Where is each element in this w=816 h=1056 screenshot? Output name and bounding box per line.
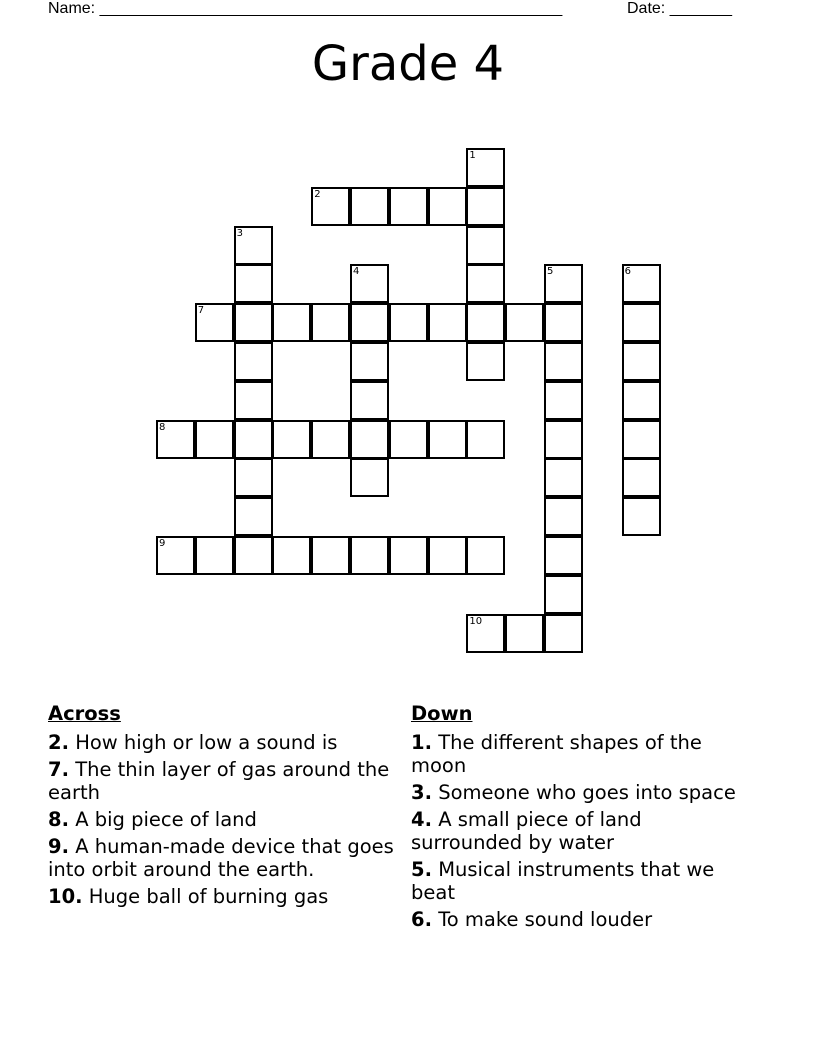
grid-cell[interactable] [234,303,273,342]
down-clues [411,702,756,935]
grid-cell[interactable] [234,420,273,459]
grid-cell[interactable] [466,536,505,575]
clue-text: How high or low a sound is [75,731,338,754]
clue-number-label: 2. [48,731,69,754]
grid-cell[interactable] [428,536,467,575]
grid-cell[interactable] [272,303,311,342]
across-clues [48,702,403,912]
grid-cell[interactable] [622,264,661,303]
grid-cell[interactable] [622,303,661,342]
clue-number-label: 9. [48,835,69,858]
grid-cell[interactable] [622,420,661,459]
grid-cell[interactable] [350,342,389,381]
clue-number-label: 8. [48,808,69,831]
grid-cell[interactable] [272,420,311,459]
grid-cell[interactable] [234,226,273,265]
grid-cell[interactable] [389,303,428,342]
grid-cell[interactable] [350,187,389,226]
grid-cell[interactable] [466,187,505,226]
grid-cell[interactable] [389,420,428,459]
down-heading: Down [411,702,473,725]
across-clue [48,758,403,804]
down-clue [411,808,756,854]
down-clue [411,731,756,777]
grid-cell[interactable] [466,420,505,459]
grid-cell[interactable] [234,264,273,303]
name-field[interactable]: Name: ____________________________________________________ [48,0,563,17]
clue-text: Huge ball of burning gas [88,885,329,908]
grid-cell[interactable] [234,536,273,575]
clue-number-label: 7. [48,758,69,781]
grid-cell[interactable] [544,458,583,497]
clue-number-label: 5. [411,858,432,881]
grid-cell[interactable] [466,264,505,303]
grid-cell[interactable] [195,420,234,459]
grid-cell[interactable] [156,420,195,459]
grid-cell[interactable] [544,614,583,653]
grid-cell[interactable] [234,458,273,497]
clue-text: A small piece of land surrounded by water [411,808,642,854]
clue-text: The thin layer of gas around the earth [48,758,390,804]
page-title: Grade 4 [311,36,505,92]
grid-cell[interactable] [466,614,505,653]
grid-cell[interactable] [622,381,661,420]
clue-number-label: 3. [411,781,432,804]
clue-number: 1 [469,150,476,161]
down-clue [411,908,756,931]
grid-cell[interactable] [466,148,505,187]
clue-number: 7 [197,305,205,317]
grid-cell[interactable] [350,381,389,420]
clue-number-label: 6. [411,908,432,931]
grid-cell[interactable] [350,303,389,342]
clue-number: 4 [353,266,360,278]
grid-cell[interactable] [544,303,583,342]
clue-number-label: 4. [411,808,432,831]
grid-cell[interactable] [311,420,350,459]
grid-cell[interactable] [544,536,583,575]
across-clue [48,885,403,908]
down-clue [411,781,756,804]
grid-cell[interactable] [272,536,311,575]
grid-cell[interactable] [544,575,583,614]
grid-cell[interactable] [350,458,389,497]
grid-cell[interactable] [195,303,234,342]
grid-cell[interactable] [505,303,544,342]
grid-cell[interactable] [544,342,583,381]
grid-cell[interactable] [234,342,273,381]
across-clue [48,731,403,754]
clue-number: 3 [236,227,243,239]
grid-cell[interactable] [505,614,544,653]
clue-text: Musical instruments that we beat [411,858,715,904]
date-field[interactable]: Date: _______ [627,0,732,17]
grid-cell[interactable] [195,536,234,575]
across-clue [48,835,403,881]
grid-cell[interactable] [428,187,467,226]
grid-cell[interactable] [350,264,389,303]
grid-cell[interactable] [544,264,583,303]
across-heading: Across [48,702,121,725]
grid-cell[interactable] [622,342,661,381]
grid-cell[interactable] [622,497,661,536]
grid-cell[interactable] [311,303,350,342]
grid-cell[interactable] [428,303,467,342]
clue-number: 10 [469,615,483,627]
grid-cell[interactable] [428,420,467,459]
grid-cell[interactable] [311,187,350,226]
clue-text: A human-made device that goes into orbit around the earth. [48,835,394,881]
grid-cell[interactable] [234,381,273,420]
grid-cell[interactable] [544,420,583,459]
grid-cell[interactable] [234,497,273,536]
grid-cell[interactable] [544,497,583,536]
clue-number: 9 [159,538,166,549]
clue-number: 2 [314,188,321,200]
grid-cell[interactable] [389,187,428,226]
across-clue [48,808,403,831]
clue-number: 6 [624,266,631,278]
down-clue [411,858,756,904]
grid-cell[interactable] [622,458,661,497]
clue-number-label: 10. [48,885,83,908]
grid-cell[interactable] [389,536,428,575]
grid-cell[interactable] [350,536,389,575]
grid-cell[interactable] [466,303,505,342]
grid-cell[interactable] [466,226,505,265]
grid-cell[interactable] [311,536,350,575]
grid-cell[interactable] [544,381,583,420]
clue-text: Someone who goes into space [438,781,736,804]
clue-number: 8 [159,421,166,433]
clue-number-label: 1. [411,731,432,754]
clue-text: A big piece of land [75,808,257,831]
grid-cell[interactable] [350,420,389,459]
grid-cell[interactable] [156,536,195,575]
clue-number: 5 [547,266,554,278]
clue-text: To make sound louder [438,908,653,931]
grid-cell[interactable] [466,342,505,381]
clue-text: The different shapes of the moon [411,731,702,777]
